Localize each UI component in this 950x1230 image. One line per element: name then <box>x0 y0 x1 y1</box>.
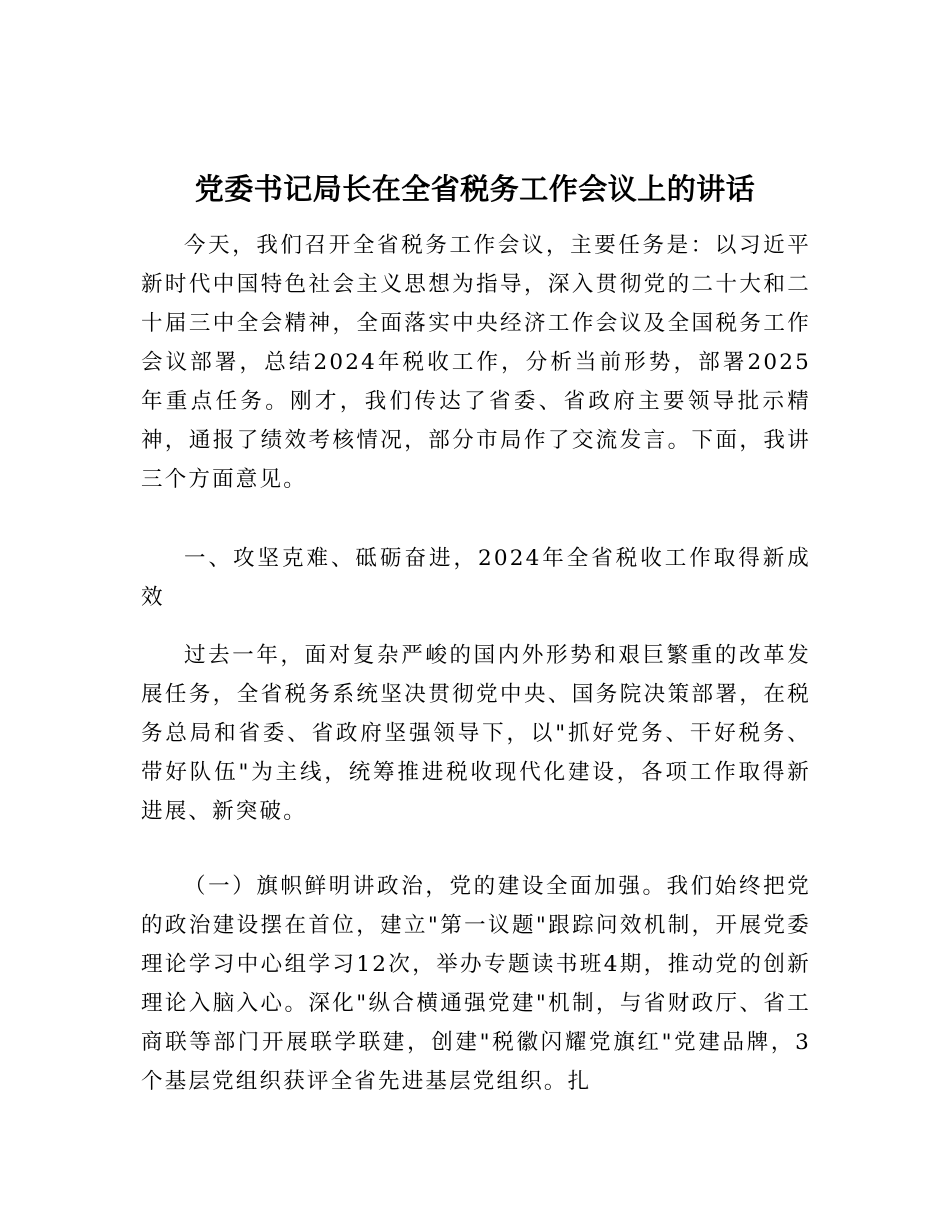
review-paragraph: 过去一年，面对复杂严峻的国内外形势和艰巨繁重的改革发展任务，全省税务系统坚决贯彻党中央、国务院决策部署，在税务总局和省委、省政府坚强领导下，以"抓好党务、干好税务、带好队伍"为主线，统筹推进税收现代化建设，各项工作取得新进展、新突破。 <box>141 643 811 824</box>
document-title: 党委书记局长在全省税务工作会议上的讲话 <box>194 172 756 206</box>
section-heading: 一、攻坚克难、砥砺奋进，2024年全省税收工作取得新成效 <box>141 546 811 610</box>
intro-paragraph: 今天，我们召开全省税务工作会议，主要任务是：以习近平新时代中国特色社会主义思想为指导，深入贯彻党的二十大和二十届三中全会精神，全面落实中央经济工作会议及全国税务工作会议部署，总结2024年税收工作，分析当前形势，部署2025年重点任务。刚才，我们传达了省委、省政府主要领导批示精神，通报了绩效考核情况，部分市局作了交流发言。下面，我讲三个方面意见。 <box>141 233 811 492</box>
party-building-paragraph: （一）旗帜鲜明讲政治，党的建设全面加强。我们始终把党的政治建设摆在首位，建立"第一议题"跟踪问效机制，开展党委理论学习中心组学习12次，举办专题读书班4期，推动党的创新理论入脑入心。深化"纵合横通强党建"机制，与省财政厅、省工商联等部门开展联学联建，创建"税徽闪耀党旗红"党建品牌，3个基层党组织获评全省先进基层党组织。扎 <box>141 874 811 1094</box>
